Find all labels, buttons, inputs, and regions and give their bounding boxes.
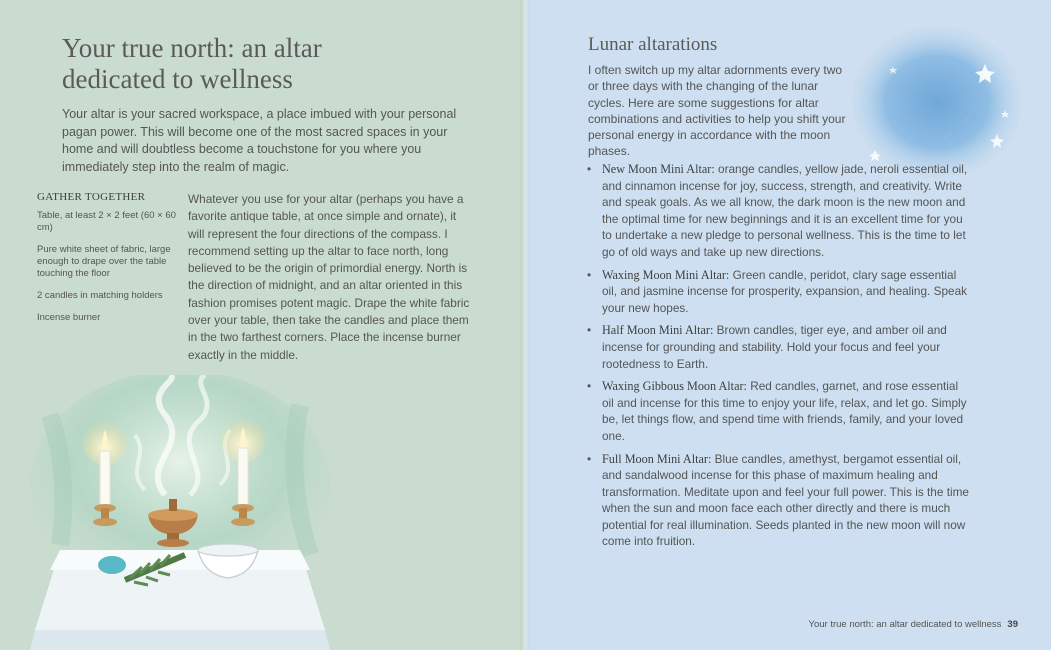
right-page — [525, 0, 1051, 650]
item-name: Full Moon Mini Altar: — [602, 451, 712, 466]
gather-item: Table, at least 2 × 2 feet (60 × 60 cm) — [37, 210, 176, 233]
altar-with-candles-illustration — [30, 375, 330, 650]
item-text: Red candles, garnet, and rose essential oil and incense for this time to enjoy your life, relax, and let go. Simply be, let things flow, and spend time with friends, family, and your loved one. — [602, 379, 967, 443]
item-name: New Moon Mini Altar: — [602, 162, 715, 176]
page-footer — [788, 619, 1018, 630]
book-spine — [520, 0, 530, 650]
item-name: Waxing Gibbous Moon Altar: — [602, 379, 747, 394]
section-intro: I often switch up my altar adornments every two or three days with the changing of the lunar cycles. Here are some suggestions for altar combinations and activities to help you shift your personal energy in accordance with the moon phases. — [588, 63, 846, 159]
left-page — [0, 0, 525, 650]
item-name: Waxing Moon Mini Altar: — [602, 267, 730, 282]
gather-list — [37, 210, 182, 324]
list-item — [585, 322, 970, 372]
gather-item: 2 candles in matching holders — [37, 290, 163, 301]
gather-item: Incense burner — [37, 312, 101, 323]
list-item — [585, 378, 970, 444]
list-item — [585, 161, 970, 261]
item-text: Blue candles, amethyst, bergamot essential oil, and sandalwood incense for this phase of maximum healing and transformation. Meditate upon and feel your full power. This is the time when the sun and moon face each other directly and there is much potential for real illumination. Seeds planted in the new moon will now come into fruition. — [602, 451, 969, 549]
gather-heading: GATHER TOGETHER — [37, 191, 146, 203]
page-title — [62, 33, 492, 95]
crescent-moon-illustration — [845, 22, 1025, 182]
item-text: orange candles, yellow jade, neroli essential oil, and cinnamon incense for joy, success, strength, and creativity. Write and speak goals. As we all know, the dark moon is the new moon and the optimal time for new beginnings and it is an excellent time for you to undertake a new pledge to personal wellness. This is the time to let go of old ways and take up new directions. — [602, 162, 968, 259]
page-title-line-2: dedicated to wellness — [62, 64, 293, 94]
intro-paragraph: Your altar is your sacred workspace, a place imbued with your personal pagan power. This will become one of the most sacred spaces in your home and will doubtless become a touchstone for you where you immediately step into the realm of magic. — [62, 107, 457, 174]
page-title-line-1: Your true north: an altar — [62, 33, 322, 63]
body-paragraph: Whatever you use for your altar (perhaps you have a favorite antique table, at once simple and ornate), it will represent the four directions of the compass. I recommend setting up the altar to face north, long believed to be the origin of primordial energy. North is the direction of midnight, and an altar oriented in this fashion promises potent magic. Drape the white fabric over your table, then take the candles and place them in the two farthest corners. Place the incense burner exactly in the middle. — [188, 192, 470, 362]
moon-altar-list — [585, 161, 970, 556]
list-item — [585, 267, 970, 317]
item-text: Green candle, peridot, clary sage essential oil, and jasmine incense for prosperity, expansion, and healing. Speak your new hopes. — [602, 267, 968, 315]
gather-together-box — [37, 191, 182, 334]
section-title: Lunar altarations — [588, 34, 718, 55]
page-number: 39 — [1007, 619, 1018, 630]
list-item — [585, 451, 970, 551]
gather-item: Pure white sheet of fabric, large enough to drape over the table touching the floor — [37, 244, 171, 279]
item-text: Brown candles, tiger eye, and amber oil and incense for grounding and stability. Hold your focus and feel your rootedness to Earth. — [602, 323, 947, 371]
item-name: Half Moon Mini Altar: — [602, 323, 714, 338]
footer-running-title: Your true north: an altar dedicated to wellness — [808, 619, 1002, 630]
